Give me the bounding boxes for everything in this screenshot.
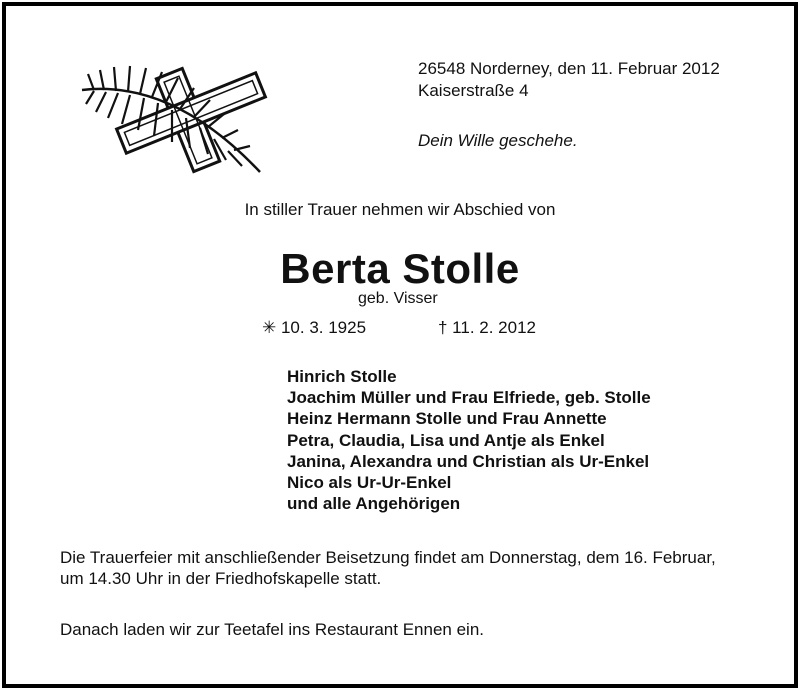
funeral-line-1: Die Trauerfeier mit anschließender Beisetzung findet am Donnerstag, dem 16. Februar, xyxy=(60,548,716,567)
mourners-list xyxy=(287,366,651,514)
motto: Dein Wille geschehe. xyxy=(418,131,578,150)
mourner-line: und alle Angehörigen xyxy=(287,494,461,514)
born-name: geb. Visser xyxy=(358,290,438,307)
invitation-line: Danach laden wir zur Teetafel ins Restaurant Ennen ein. xyxy=(60,620,484,639)
deceased-name: Berta Stolle xyxy=(280,245,520,292)
mourner-line: Nico als Ur-Ur-Enkel xyxy=(287,473,452,493)
birth-date: ✳ 10. 3. 1925 xyxy=(262,318,367,337)
funeral-line-2: um 14.30 Uhr in der Friedhofskapelle statt. xyxy=(60,569,382,588)
place-and-date xyxy=(418,58,720,102)
address-line: Kaiserstraße 4 xyxy=(418,81,529,100)
funeral-notice xyxy=(60,547,760,589)
mourner-line: Joachim Müller und Frau Elfriede, geb. Stolle xyxy=(287,388,651,408)
mourner-line: Janina, Alexandra und Christian als Ur-Enkel xyxy=(287,451,650,471)
mourner-line: Petra, Claudia, Lisa und Antje als Enkel xyxy=(287,430,605,450)
place-date-line: 26548 Norderney, den 11. Februar 2012 xyxy=(418,59,720,78)
intro-line: In stiller Trauer nehmen wir Abschied von xyxy=(244,200,556,219)
death-date: † 11. 2. 2012 xyxy=(438,318,536,337)
mourner-line: Hinrich Stolle xyxy=(287,367,397,386)
cross-palm-icon xyxy=(74,62,274,182)
mourner-line: Heinz Hermann Stolle und Frau Annette xyxy=(287,409,607,429)
